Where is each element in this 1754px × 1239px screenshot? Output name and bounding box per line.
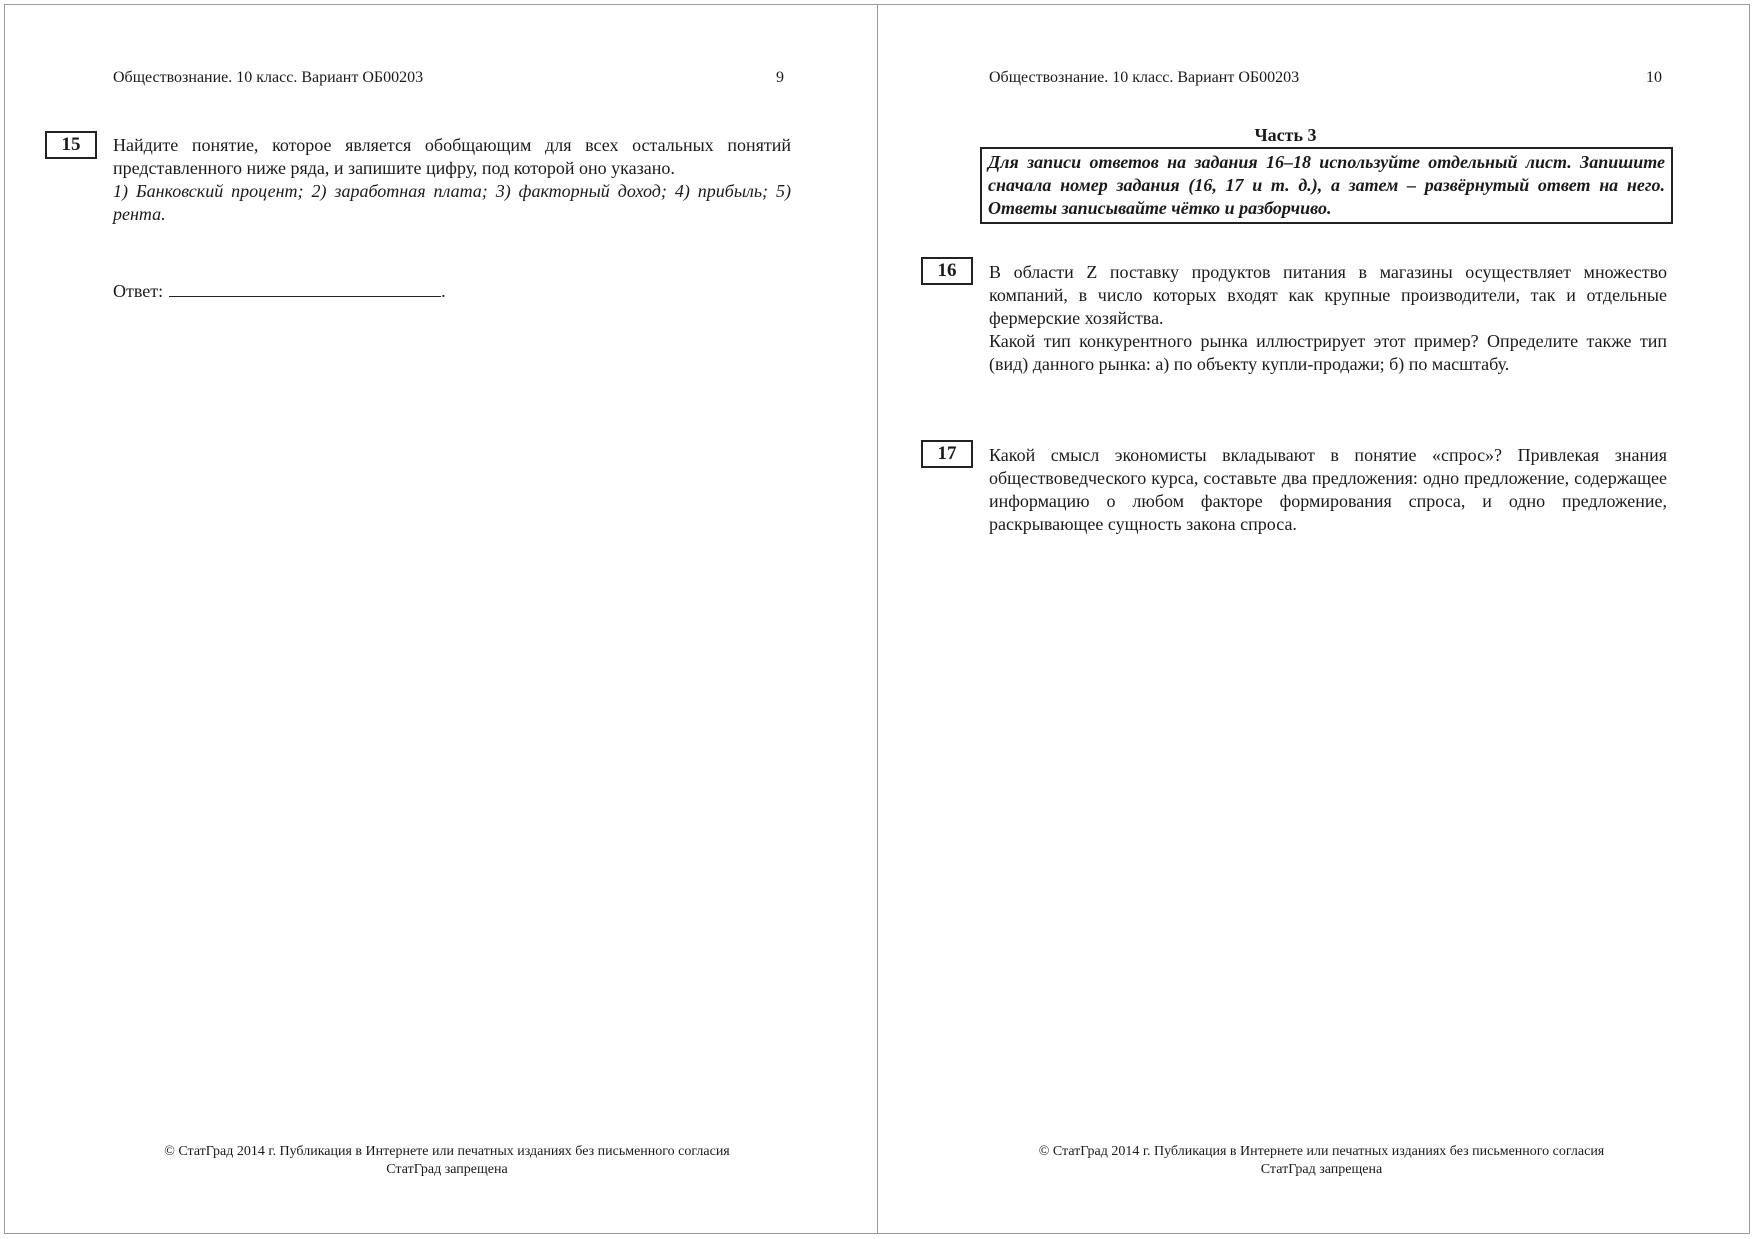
question-16-text	[989, 261, 1667, 376]
answer-blank[interactable]	[169, 278, 441, 297]
question-16-para-2: Какой тип конкурентного рынка иллюстрирует этот пример? Определите также тип (вид) данного рынка: а) по объекту купли-продажи; б) по масштабу.	[989, 331, 1667, 374]
question-options: 1) Банковский процент; 2) заработная плата; 3) факторный доход; 4) прибыль; 5) рента.	[113, 181, 791, 224]
page-header: Обществознание. 10 класс. Вариант ОБ00203	[989, 69, 1300, 86]
footer-line-2: СтатГрад запрещена	[1260, 1162, 1383, 1177]
question-number-box: 16	[921, 257, 973, 285]
question-16-para-1: В области Z поставку продуктов питания в магазины осуществляет множество компаний, в число которых входят как крупные производители, так и отдельные фермерские хозяйства.	[989, 262, 1667, 328]
question-prompt: Найдите понятие, которое является обобщающим для всех остальных понятий представленного ниже ряда, и запишите цифру, под которой оно указано.	[113, 135, 791, 178]
question-number-box: 15	[45, 131, 97, 159]
answer-label: Ответ:	[113, 281, 164, 301]
question-17-para-1: Какой смысл экономисты вкладывают в понятие «спрос»? Привлекая знания обществоведческого курса, составьте два предложения: одно предложение, содержащее информацию о любом факторе формирования спроса, и одно предложение, раскрывающее сущность закона спроса.	[989, 445, 1667, 534]
page-footer	[886, 1143, 1754, 1179]
page-header: Обществознание. 10 класс. Вариант ОБ00203	[113, 69, 424, 86]
instructions-box: Для записи ответов на задания 16–18 используйте отдельный лист. Запишите сначала номер задания (16, 17 и т. д.), а затем – развёрнутый ответ на него. Ответы записывайте чётко и разборчиво.	[980, 147, 1673, 224]
page-right	[877, 4, 1750, 1234]
page-footer	[11, 1143, 883, 1179]
answer-line	[113, 278, 446, 302]
part-title: Часть 3	[1254, 125, 1317, 145]
page-number: 9	[776, 69, 784, 86]
question-15-text	[113, 134, 791, 226]
page-number: 10	[1646, 69, 1662, 86]
page-left	[4, 4, 878, 1234]
question-17-text	[989, 444, 1667, 536]
answer-end: .	[441, 281, 446, 301]
question-number-box: 17	[921, 440, 973, 468]
footer-line-1: © СтатГрад 2014 г. Публикация в Интернете или печатных изданиях без письменного согласия	[1038, 1144, 1605, 1159]
footer-line-2: СтатГрад запрещена	[386, 1162, 508, 1177]
footer-line-1: © СтатГрад 2014 г. Публикация в Интернете или печатных изданиях без письменного согласия	[164, 1144, 730, 1159]
